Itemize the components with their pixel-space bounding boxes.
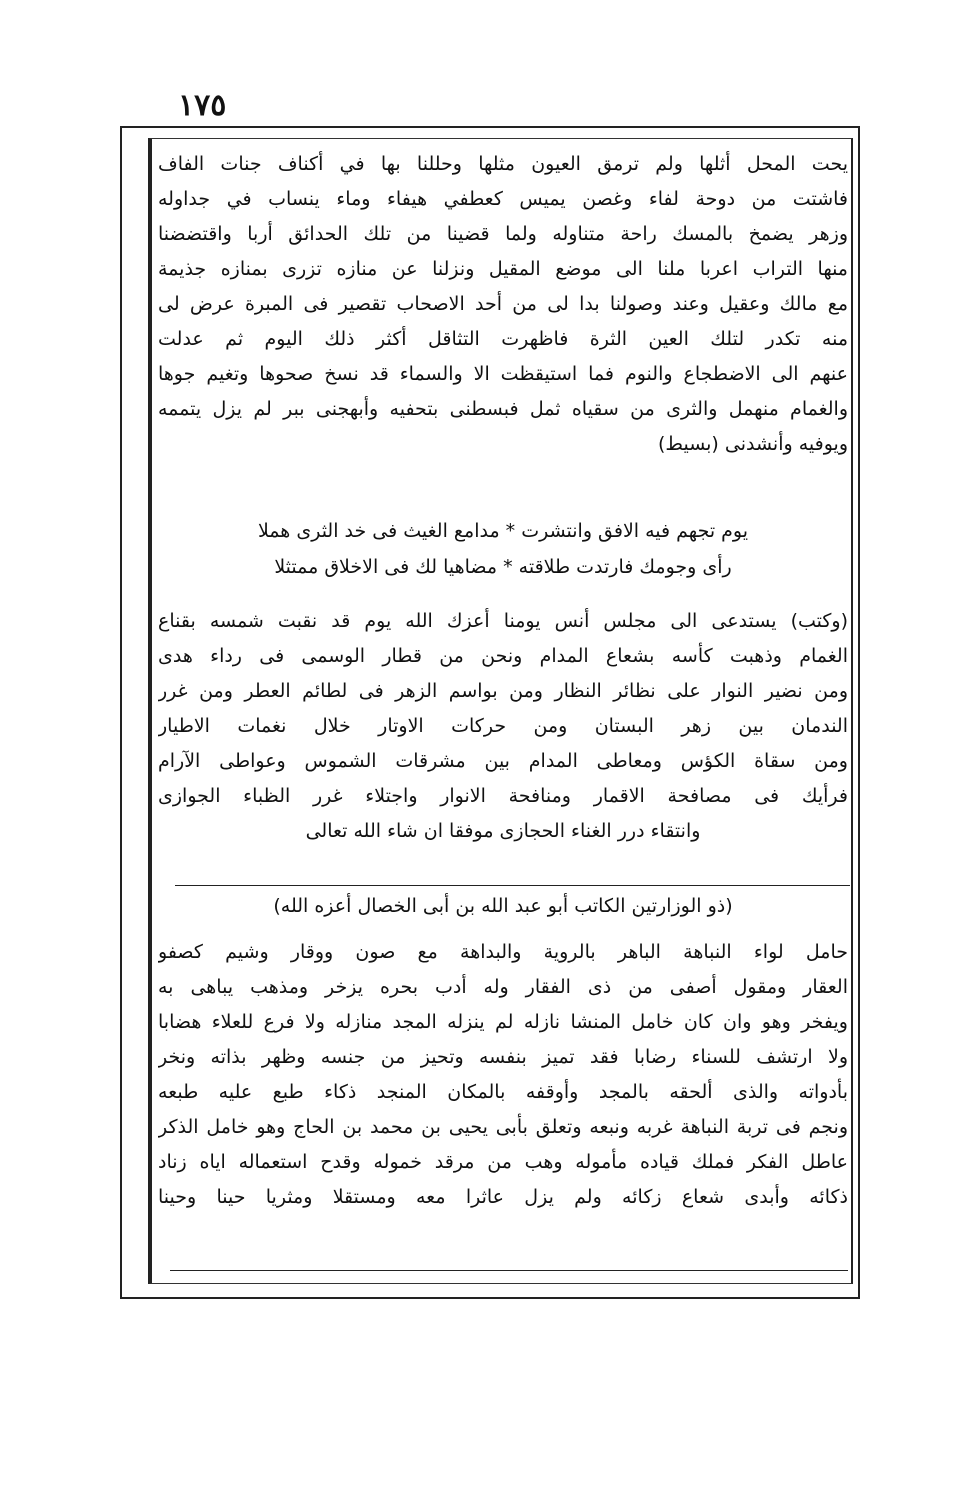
section-1-text [158, 147, 848, 462]
text-line: فرأيك فى مصافحة الاقمار ومنافحة الانوار واجتلاء غرر الظباء الجوازى [158, 785, 848, 807]
text-line: منه تكدر لتلك العين الثرة فاظهرت التثاقل أكثر ذلك اليوم ثم عدلت [158, 328, 848, 350]
section-divider [175, 885, 850, 886]
text-line: منها التراب اعربا ملنا الى موضع المقيل ونزلنا عن منازه تزرى بمنازه جذيمة [158, 258, 848, 280]
text-line: عاطل الفكر فملك قياده مأموله وهب من مرقد خموله وقدح استعماله اياه زناد [158, 1151, 848, 1173]
poem-verses [158, 464, 848, 586]
section-3-text [158, 935, 848, 1215]
text-line: (وكتب) يستدعى الى مجلس أنس يومنا أعزك الله يوم قد نقبت شمسه بقناع [158, 610, 848, 632]
text-line: ولا ارتشف للسناء رضابا فقد تميز بنفسه وتحيز من جنسه وظهر بذاته ونخر [158, 1046, 848, 1068]
text-line: وانتقاء درر الغناء الحجازى موفقا ان شاء الله تعالى [305, 820, 701, 842]
poem-verse: يوم تجهم فيه الافق وانتشرت * مدامع الغيث فى خد الثرى هملا [257, 520, 749, 542]
text-line: الندمان بين زهر البستان ومن حركات الاوتار خلال نغمات الاطيار [158, 715, 848, 737]
text-line: ويوفيه وأنشدنى (بسيط) [658, 433, 848, 455]
text-line: الغمام وذهبت كأسه بشعاع المدام ونحن من قطار الوسمى فى رداء هدى [158, 645, 848, 667]
page-number: ١٧٥ [178, 88, 227, 123]
text-line: ويفخر وهو وان كان خامل المنشا نازله لم ينزله المجد منازله ولا فرع للعلاء هضابا [158, 1011, 848, 1033]
text-line: عنهم الى الاضطجاع والنوم فما استيقظت الا والسماء قد نسخ صحوها وتغيم جوها [158, 363, 848, 385]
poem-verse: رأى وجومك فارتدت طلاقته * مضاهيا لك فى الاخلاق ممتثلا [274, 556, 732, 578]
text-line: ومن نضير النوار على نظائر النظار ومن بواسم الزهر فى لطائم العطر ومن غرر [158, 680, 848, 702]
text-line: ذكائه وأبدى شعاع زكائه ولم يزل عاثرا معه ومستقلا ومثريا حينا وحينا [158, 1186, 848, 1208]
section-2-text [158, 604, 848, 849]
text-line: ومن سقاة الكؤس ومعاطى المدام بين مشرقات الشموس وعواطى الآرام [158, 750, 848, 772]
text-line: مع مالك وعقيل وعند وصولنا بدا لى من أحد الاصحاب تقصير فى المبرة عرض لى [158, 293, 848, 315]
text-line: ونجم فى تربة النباهة غربه ونبعه وتعلق بأبى يحيى بن محمد بن الحاج وهو خامل الذكر [158, 1116, 848, 1138]
text-line: فاشتت من دوحة لفاء وغصن يميس كعطفي هيفاء وماء ينساب في جداوله [158, 188, 848, 210]
text-line: والغمام منهمل والثرى من سقياه ثمل فبسطنى بتحفيه وأبهجنى ببر لم يزل يتممه [158, 398, 848, 420]
section-heading: (ذو الوزارتين الكاتب أبو عبد الله بن أبى الخصال أعزه الله) [273, 895, 733, 917]
text-line: العقار ومقول أصفى من ذى الفقار وله أدب بحره يزخر ومذهب يباهى به [158, 976, 848, 998]
text-line: بأدواته والذى ألحقه بالمجد وأوقفه بالمكان المنجد ذكاء طبع عليه طبعه [158, 1081, 848, 1103]
text-line: حامل لواء النباهة الباهر بالروية والبداهة مع صون ووقار وشيم كصفو [158, 941, 848, 963]
bottom-rule [170, 1270, 848, 1271]
text-line: يحت المحل أثلها ولم ترمق العيون مثلها وحللنا بها في أكناف جنات الفاف [158, 153, 848, 175]
text-line: وزهر يضمخ بالمسك راحة متناوله ولما قضينا من تلك الحدائق أربا واقتضضنا [158, 223, 848, 245]
